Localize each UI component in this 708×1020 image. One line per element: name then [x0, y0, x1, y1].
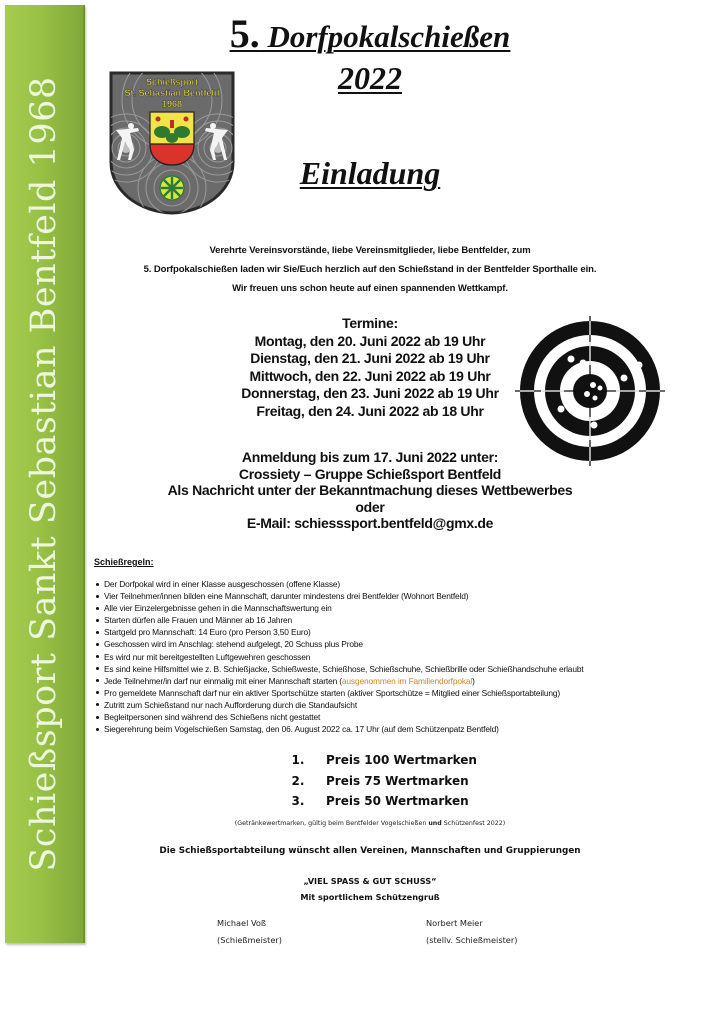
signer-role: (Schießmeister) — [217, 935, 282, 945]
club-crest-logo — [108, 70, 236, 216]
schedule-date: Freitag, den 24. Juni 2022 ab 18 Uhr — [256, 402, 484, 419]
prize-rank: 1. — [291, 753, 305, 767]
signer-right — [426, 915, 517, 949]
prize-item — [270, 771, 490, 792]
motto — [220, 874, 520, 905]
schedule-date: Donnerstag, den 23. Juni 2022 ab 19 Uhr — [241, 385, 499, 401]
intro-line: Verehrte Vereinsvorstände, liebe Vereinsmitglieder, liebe Bentfelder, zum — [209, 245, 531, 256]
title-text: Dorfpokalschießen — [259, 19, 511, 54]
rule-item: Begleitpersonen sind während des Schießens nicht gestattet — [96, 711, 656, 723]
schedule-date: Mittwoch, den 22. Juni 2022 ab 19 Uhr — [249, 367, 491, 384]
registration-line: oder — [355, 498, 385, 515]
registration-info — [150, 449, 590, 532]
intro-line: Wir freuen uns schon heute auf einen spannenden Wettkampf. — [232, 283, 508, 294]
intro-text — [100, 241, 640, 298]
prize-rank: 2. — [291, 773, 305, 788]
logo-line2: St. Sebastian Bentfeld — [124, 88, 220, 98]
page-title — [200, 10, 540, 57]
sidebar-banner — [5, 5, 85, 943]
year-text: 2022 — [338, 60, 402, 96]
schedule-date: Montag, den 20. Juni 2022 ab 19 Uhr — [254, 332, 486, 349]
rule-item: Der Dorfpokal wird in einer Klasse ausgeschossen (offene Klasse) — [96, 578, 656, 590]
subtitle — [270, 155, 470, 192]
intro-line: 5. Dorfpokalschießen laden wir Sie/Euch herzlich auf den Schießstand in der Bentfelder Sporthalle ein. — [143, 264, 597, 275]
signer-name: Norbert Meier — [426, 918, 483, 928]
rule-item: Alle vier Einzelergebnisse gehen in die Mannschaftswertung ein — [96, 602, 656, 614]
shooting-target-icon — [515, 316, 665, 466]
title-year — [270, 60, 470, 97]
note-bold: und — [428, 820, 442, 827]
rule-item: Starten dürfen alle Frauen und Männer ab 16 Jahren — [96, 614, 656, 626]
coat-of-arms-icon — [150, 112, 194, 165]
rule-item: Startgeld pro Mannschaft: 14 Euro (pro Person 3,50 Euro) — [96, 626, 656, 638]
prize-rank: 3. — [291, 794, 305, 808]
logo-line3: 1968 — [161, 99, 183, 109]
note-text-end: Schützenfest 2022) — [441, 820, 506, 827]
registration-line: Anmeldung bis zum 17. Juni 2022 unter: — [241, 449, 499, 465]
rules-heading: Schießregeln: — [94, 557, 154, 567]
signer-role: (stellv. Schießmeister) — [426, 935, 518, 945]
note-text: (Getränkewertmarken, gültig beim Bentfelder Vogelschießen — [234, 820, 429, 827]
prize-label: Preis 50 Wertmarken — [326, 794, 469, 808]
greeting-line: Mit sportlichem Schützengruß — [300, 891, 440, 902]
motto-line: „VIEL SPASS & GUT SCHUSS“ — [303, 876, 437, 886]
prize-item — [270, 791, 490, 812]
rule-item: Zutritt zum Schießstand nur nach Aufforderung durch die Standaufsicht — [96, 699, 656, 711]
rules-list — [96, 578, 656, 735]
rule-highlight: ausgenommen im Familiendorfpokal — [341, 675, 473, 686]
sidebar-club-name: Schießsport Sankt Sebastian Bentfeld 1968 — [24, 76, 64, 872]
prize-label: Preis 100 Wertmarken — [326, 753, 477, 767]
rule-item: Es wird nur mit bereitgestellten Luftgewehren geschossen — [96, 651, 656, 663]
prize-label: Preis 75 Wertmarken — [326, 773, 469, 788]
prizes-list — [270, 750, 490, 812]
signer-name: Michael Voß — [217, 918, 267, 928]
rule-text-close: ) — [472, 675, 475, 686]
rule-item: Es sind keine Hilfsmittel wie z. B. Schießjacke, Schießweste, Schießhose, Schießschuhe, Schießbrille oder Schießhandschuhe erlaubt — [96, 663, 656, 675]
rule-item: Vier Teilnehmer/innen bilden eine Mannschaft, darunter mindestens drei Bentfelder (Wohnort Bentfeld) — [96, 590, 656, 602]
rule-item — [96, 675, 656, 687]
prize-note — [160, 820, 580, 827]
schedule-heading: Termine: — [342, 315, 398, 331]
prize-item — [270, 750, 490, 771]
schedule — [200, 315, 540, 420]
registration-email: E-Mail: schiesssport.bentfeld@gmx.de — [246, 515, 494, 531]
logo-line1: Schießsport — [145, 77, 199, 87]
registration-line: Crossiety – Gruppe Schießsport Bentfeld — [238, 465, 502, 482]
schedule-date: Dienstag, den 21. Juni 2022 ab 19 Uhr — [250, 350, 490, 366]
rule-item: Pro gemeldete Mannschaft darf nur ein aktiver Sportschütze starten (aktiver Sportschütze = Mitglied einer Schießsportabteilung) — [96, 687, 656, 699]
registration-line: Als Nachricht unter der Bekanntmachung dieses Wettbewerbes — [167, 482, 573, 498]
signer-left — [217, 915, 282, 949]
rule-text: Jede Teilnehmer/in darf nur einmalig mit einer Mannschaft starten ( — [104, 675, 342, 686]
title-number: 5. — [229, 11, 260, 56]
wish-text: Die Schießsportabteilung wünscht allen Vereinen, Mannschaften und Gruppierungen — [159, 846, 581, 856]
rule-item: Siegerehrung beim Vogelschießen Samstag, den 06. August 2022 ca. 17 Uhr (auf dem Schützenpatz Bentfeld) — [96, 723, 656, 735]
emblem-wheel-icon — [160, 176, 184, 200]
rule-item: Geschossen wird im Anschlag: stehend aufgelegt, 20 Schuss plus Probe — [96, 638, 656, 650]
subtitle-text: Einladung — [299, 155, 441, 191]
